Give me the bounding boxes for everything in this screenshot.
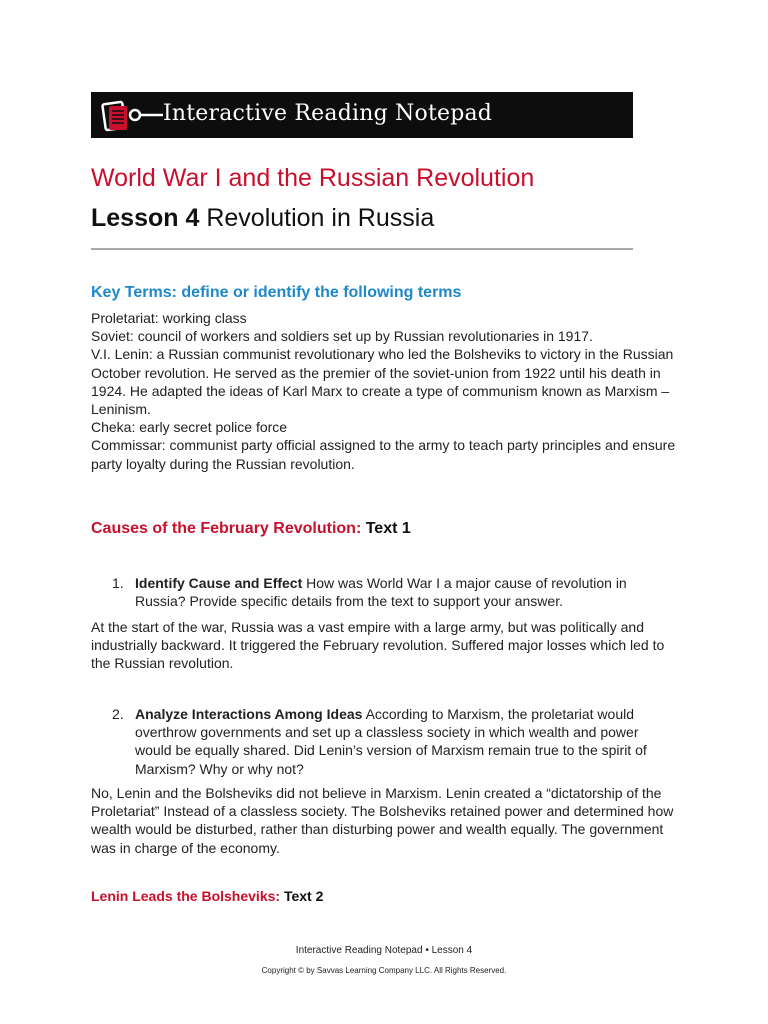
- unit-title: World War I and the Russian Revolution: [91, 164, 535, 192]
- lesson-label: Lesson 4: [91, 204, 200, 232]
- question-number: 2.: [112, 706, 124, 722]
- banner-title: Interactive Reading Notepad: [163, 101, 493, 126]
- lesson-heading: [91, 204, 434, 233]
- lesson-title: Revolution in Russia: [206, 204, 435, 232]
- key-terms-heading: Key Terms: define or identify the following terms: [91, 284, 462, 301]
- footer-lesson-label: Interactive Reading Notepad • Lesson 4: [295, 945, 473, 956]
- question-text: According to Marxism, the proletariat would overthrow governments and set up a classless society in which wealth and power would be equally shared. Did Lenin’s version of Marxism remain true to the spirit of Marxism? Why or why not?: [135, 706, 647, 777]
- key-terms-list: [91, 309, 681, 473]
- section-text-ref: Text 2: [283, 888, 324, 904]
- term-lenin: V.I. Lenin: a Russian communist revolutionary who led the Bolsheviks to victory in the Russian October revolution. He served as the premier of the soviet-union from 1922 until his death in 1924. He adapted the ideas of Karl Marx to create a type of communism known as Marxism – Leninism.: [91, 346, 674, 418]
- notepad-pencil-icon: [101, 97, 163, 135]
- section-heading-february-revolution: [91, 520, 411, 538]
- term-proletariat: Proletariat: working class: [91, 310, 247, 326]
- section-title: Causes of the February Revolution:: [91, 520, 362, 537]
- term-commissar: Commissar: communist party official assigned to the army to teach party principles and ensure party loyalty during the Russian revolution.: [91, 437, 676, 472]
- question-2: [112, 705, 677, 778]
- question-prompt: [135, 574, 677, 610]
- answer-1: At the start of the war, Russia was a vast empire with a large army, but was politically and industrially backward. It triggered the February revolution. Suffered major losses which led to the Russian revolution.: [91, 619, 665, 672]
- section-heading-lenin-bolsheviks: [91, 888, 323, 904]
- term-soviet: Soviet: council of workers and soldiers set up by Russian revolutionaries in 1917.: [91, 328, 593, 345]
- term-cheka: Cheka: early secret police force: [91, 419, 288, 436]
- answer-2: No, Lenin and the Bolsheviks did not believe in Marxism. Lenin created a “dictatorship of the Proletariat” Instead of a classless society. The Bolsheviks retained power and determined how wealth would be disturbed, rather than disturbing power and wealth equally. The government was in charge of the economy.: [91, 785, 674, 856]
- question-number: 1.: [112, 575, 124, 591]
- question-skill-label: Identify Cause and Effect: [135, 575, 303, 591]
- question-1: [112, 574, 677, 610]
- footer-copyright: Copyright © by Savvas Learning Company LLC. All Rights Reserved.: [261, 966, 507, 975]
- notepad-banner: [91, 92, 633, 138]
- section-text-ref: Text 1: [365, 520, 411, 537]
- question-prompt: [135, 705, 677, 778]
- question-skill-label: Analyze Interactions Among Ideas: [135, 706, 363, 722]
- section-title: Lenin Leads the Bolsheviks:: [91, 888, 281, 904]
- question-text: How was World War I a major cause of revolution in Russia? Provide specific details from the text to support your answer.: [135, 575, 627, 610]
- header-divider: [91, 248, 633, 250]
